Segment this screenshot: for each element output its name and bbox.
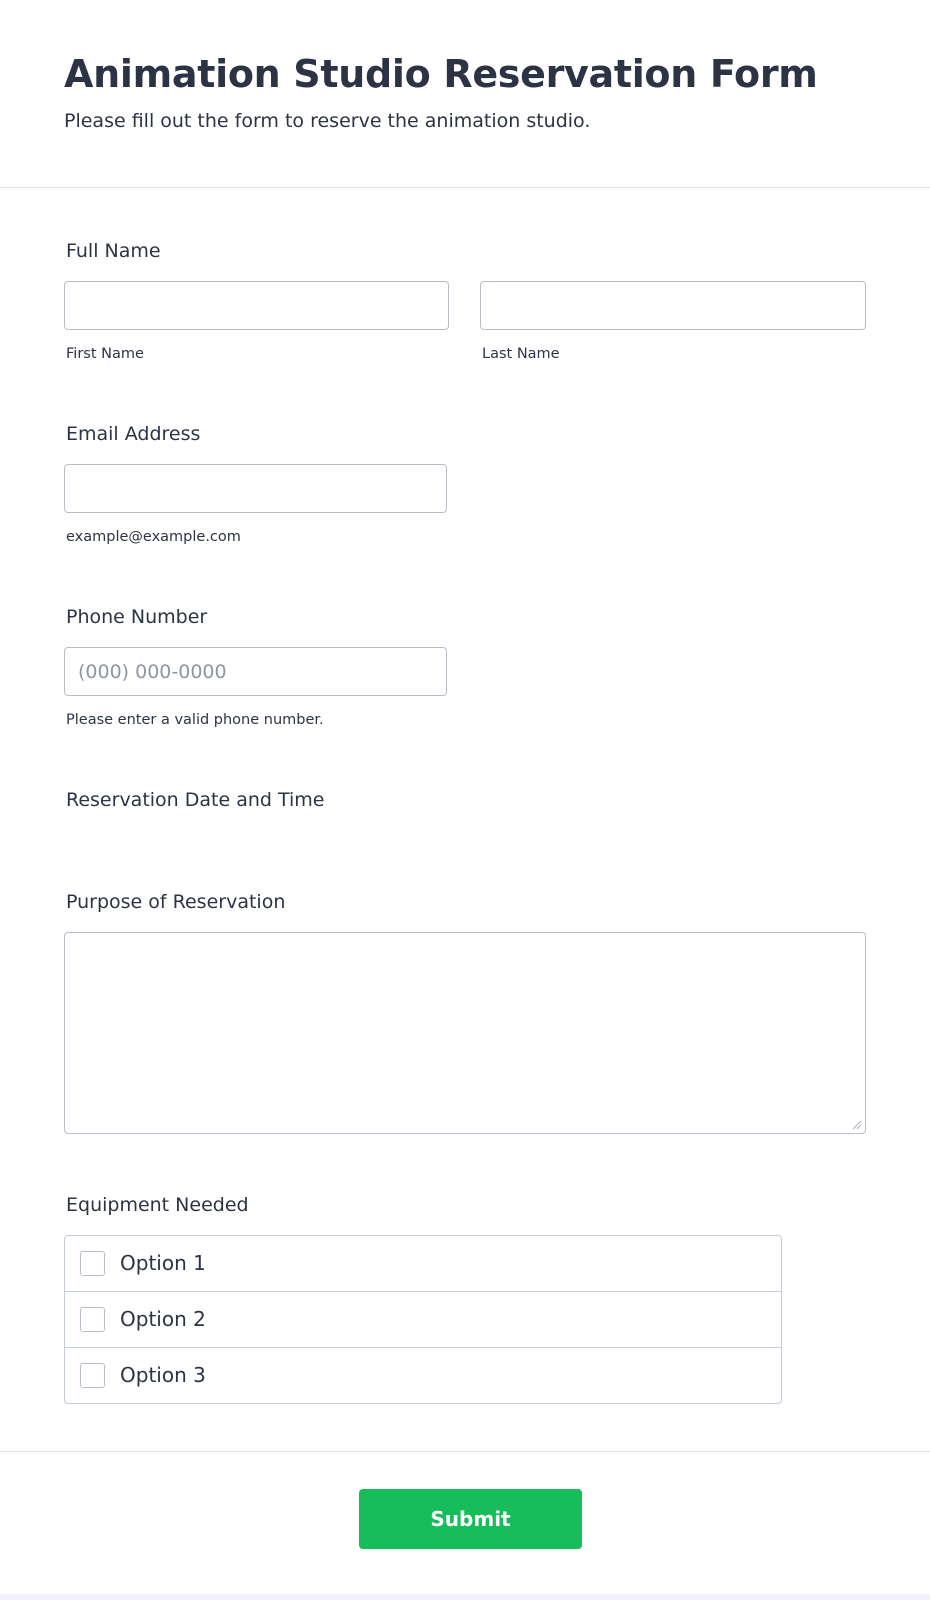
checkbox-icon[interactable] bbox=[80, 1307, 105, 1332]
option-label[interactable]: Option 3 bbox=[120, 1363, 206, 1387]
last-name-sublabel: Last Name bbox=[482, 346, 560, 362]
submit-button[interactable]: Submit bbox=[359, 1489, 582, 1549]
phone-label: Phone Number bbox=[66, 606, 208, 628]
equipment-option-2[interactable] bbox=[65, 1292, 781, 1348]
reservation-datetime-label: Reservation Date and Time bbox=[66, 789, 325, 811]
email-input[interactable] bbox=[64, 464, 447, 513]
option-label[interactable]: Option 2 bbox=[120, 1307, 206, 1331]
equipment-option-3[interactable] bbox=[65, 1348, 781, 1404]
page-subtitle: Please fill out the form to reserve the animation studio. bbox=[64, 110, 591, 132]
email-label: Email Address bbox=[66, 423, 201, 445]
form-header bbox=[0, 0, 930, 188]
equipment-label: Equipment Needed bbox=[66, 1194, 249, 1216]
first-name-sublabel: First Name bbox=[66, 346, 144, 362]
purpose-label: Purpose of Reservation bbox=[66, 891, 286, 913]
phone-sublabel: Please enter a valid phone number. bbox=[66, 712, 324, 728]
footer-divider bbox=[0, 1451, 930, 1452]
first-name-input[interactable] bbox=[64, 281, 449, 330]
equipment-option-1[interactable] bbox=[65, 1236, 781, 1292]
equipment-checklist bbox=[64, 1235, 782, 1404]
checkbox-icon[interactable] bbox=[80, 1251, 105, 1276]
option-label[interactable]: Option 1 bbox=[120, 1251, 206, 1275]
last-name-input[interactable] bbox=[480, 281, 866, 330]
phone-input[interactable] bbox=[64, 647, 447, 696]
full-name-label: Full Name bbox=[66, 240, 161, 262]
resize-grip-icon[interactable] bbox=[850, 1118, 862, 1130]
checkbox-icon[interactable] bbox=[80, 1363, 105, 1388]
page-title: Animation Studio Reservation Form bbox=[64, 52, 818, 96]
purpose-textarea[interactable] bbox=[64, 932, 866, 1134]
email-sublabel: example@example.com bbox=[66, 529, 241, 545]
